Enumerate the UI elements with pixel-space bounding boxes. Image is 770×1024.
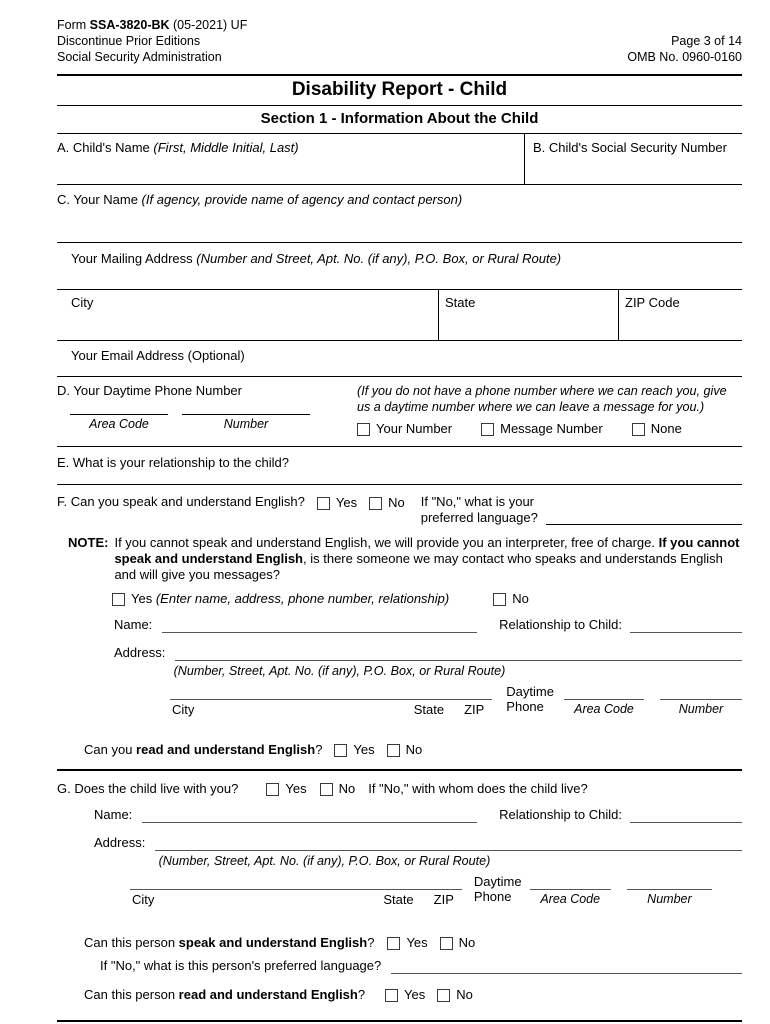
f-read-bold: read and understand English (136, 742, 316, 757)
f-contact-address-row (114, 644, 742, 661)
daytime-phone-options (357, 383, 742, 437)
g-daytime-line1: Daytime (473, 874, 522, 889)
field-zip-code[interactable] (618, 290, 742, 340)
phone-type-options (357, 421, 742, 437)
discontinue-line: Discontinue Prior Editions (57, 34, 201, 48)
g-read-no-checkbox[interactable] (437, 989, 450, 1002)
f-read-yes-option (334, 742, 374, 758)
g-live-with-you-row (57, 781, 742, 797)
g-speak-no-option (440, 935, 476, 951)
form-header-right (627, 17, 742, 65)
f-daytime-phone-label (506, 684, 554, 714)
row-name-ssn (57, 133, 742, 185)
field-f-preferred-language[interactable] (546, 494, 742, 525)
g-read-post: ? (357, 987, 366, 1002)
none-checkbox[interactable] (632, 423, 645, 436)
field-f-contact-address[interactable] (175, 644, 742, 661)
your-number-label: Your Number (376, 421, 453, 436)
field-email[interactable] (57, 341, 742, 377)
f-area-code-label: Area Code (574, 702, 634, 716)
email-label: Your Email Address (Optional) (71, 348, 245, 363)
g-read-pre: Can this person (84, 987, 179, 1002)
f-read-english-row (84, 742, 742, 758)
form-number-line (57, 17, 247, 33)
g-speak-english-row (84, 935, 742, 951)
mailing-address-label: Your Mailing Address (71, 251, 197, 266)
g-live-no-checkbox[interactable] (320, 783, 333, 796)
your-name-hint: (If agency, provide name of agency and contact person) (141, 192, 463, 207)
g-name-label: Name: (94, 807, 133, 822)
section-d (57, 377, 742, 447)
f-state-label: State (413, 702, 445, 717)
f-read-post: ? (315, 742, 323, 757)
f-preferred-language-prompt (421, 494, 538, 526)
message-number-label: Message Number (500, 421, 603, 436)
g-read-yes-checkbox[interactable] (385, 989, 398, 1002)
field-state[interactable] (438, 290, 618, 340)
g-daytime-line2: Phone (473, 889, 512, 904)
none-option (632, 421, 682, 437)
page-number: Page 3 of 14 (671, 34, 742, 48)
g-preferred-language-row (100, 958, 742, 974)
f-speak-yes-label: Yes (335, 495, 358, 510)
g-read-no-label: No (456, 987, 473, 1002)
row-city-state-zip (57, 289, 742, 341)
field-f-contact-number[interactable] (660, 699, 742, 717)
field-childs-ssn[interactable] (524, 134, 742, 184)
message-number-checkbox[interactable] (481, 423, 494, 436)
f-preferred-language-line1: If "No," what is your (420, 494, 535, 509)
f-contact-yes-checkbox[interactable] (112, 593, 125, 606)
city-label: City (71, 295, 94, 310)
f-contact-no-checkbox[interactable] (493, 593, 506, 606)
bottom-divider (57, 1020, 742, 1022)
form-number: SSA-3820-BK (89, 18, 170, 32)
mailing-address-hint: (Number and Street, Apt. No. (if any), P.O. Box, or Rural Route) (196, 251, 562, 266)
area-code-label: Area Code (89, 417, 149, 431)
field-mailing-address[interactable] (57, 243, 742, 289)
f-contact-name-row (114, 616, 742, 633)
field-f-contact-area-code[interactable] (564, 699, 644, 717)
childs-name-label: A. Child's Name (57, 140, 154, 155)
f-speak-no-checkbox[interactable] (369, 497, 382, 510)
state-label: State (445, 295, 476, 310)
spacer (194, 702, 413, 718)
f-read-pre: Can you (84, 742, 137, 757)
field-f-contact-relationship[interactable] (630, 616, 742, 633)
f-contact-yes-hint: (Enter name, address, phone number, relationship) (155, 591, 450, 606)
g-speak-english-question (84, 935, 374, 951)
section-f (57, 485, 742, 771)
g-state-label: State (383, 892, 414, 907)
g-caretaker-address-row (94, 834, 742, 851)
g-live-no-label: No (338, 781, 356, 796)
note-text (114, 535, 742, 583)
g-caretaker-name-row (94, 806, 742, 823)
f-contact-no-label: No (512, 591, 529, 606)
f-read-yes-label: Yes (353, 742, 375, 757)
agency-line: Social Security Administration (57, 50, 222, 64)
g-live-yes-option (266, 781, 306, 797)
field-childs-name[interactable] (57, 134, 524, 184)
zip-code-label: ZIP Code (625, 295, 680, 310)
f-name-label: Name: (114, 617, 153, 632)
g-city-label: City (132, 892, 155, 907)
daytime-phone-block (57, 383, 357, 437)
f-read-english-question (84, 742, 322, 758)
phone-entry-lines (57, 414, 357, 432)
your-name-label: C. Your Name (57, 192, 142, 207)
field-relationship-to-child[interactable] (57, 447, 742, 485)
f-city-label: City (172, 702, 195, 717)
note-text-part2: , is there someone we may contact who speaks and understands English and will give you messages? (114, 551, 723, 582)
g-read-yes-label: Yes (404, 987, 426, 1002)
g-preferred-language-question: If "No," what is this person's preferred language? (100, 958, 382, 973)
note-text-part1: If you cannot speak and understand English, we will provide you an interpreter, free of charge. (114, 535, 659, 550)
spacer (154, 892, 383, 908)
f-read-no-checkbox[interactable] (387, 744, 400, 757)
g-live-no-option (320, 781, 356, 797)
f-speak-english-question-row (57, 494, 742, 526)
field-phone-number[interactable] (182, 414, 310, 432)
g-read-english-row (84, 987, 742, 1003)
relationship-question-label: E. What is your relationship to the child? (57, 455, 289, 470)
f-interpreter-note (68, 535, 742, 583)
g-address-label: Address: (94, 835, 146, 850)
f-address-label: Address: (114, 645, 166, 660)
g-address-hint: (Number, Street, Apt. No. (if any), P.O. Box, or Rural Route) (158, 854, 491, 868)
f-number-label: Number (678, 702, 724, 716)
f-read-yes-checkbox[interactable] (334, 744, 347, 757)
f-relationship-label: Relationship to Child: (499, 617, 622, 632)
f-preferred-language-line2: preferred language? (420, 510, 538, 525)
g-live-yes-checkbox[interactable] (266, 783, 279, 796)
field-your-name[interactable] (57, 185, 742, 243)
g-read-no-option (437, 987, 473, 1003)
section1-heading: Section 1 - Information About the Child (260, 110, 539, 127)
form-title: Disability Report - Child (291, 79, 508, 100)
f-speak-no-label: No (388, 495, 405, 510)
g-read-bold: read and understand English (178, 987, 358, 1002)
message-number-option (481, 421, 603, 437)
g-speak-pre: Can this person (84, 935, 179, 950)
g-caretaker-city-phone-row (130, 874, 712, 919)
field-area-code[interactable] (70, 414, 168, 432)
g-daytime-phone-label (474, 874, 522, 904)
g-speak-no-label: No (458, 935, 476, 950)
field-g-caretaker-city-state-zip[interactable] (130, 889, 462, 908)
phone-note: (If you do not have a phone number where we can reach you, give us a daytime number where we can leave a message for you.) (357, 384, 727, 414)
f-read-no-label: No (405, 742, 423, 757)
g-speak-post: ? (367, 935, 375, 950)
f-read-no-option (387, 742, 423, 758)
g-live-with-you-question: G. Does the child live with you? (57, 781, 239, 796)
f-address-hint: (Number, Street, Apt. No. (if any), P.O. Box, or Rural Route) (173, 664, 506, 678)
field-g-caretaker-address[interactable] (155, 834, 742, 851)
f-speak-yes-option (317, 495, 357, 511)
f-speak-no-option (369, 495, 405, 511)
note-text-bold: If you cannot speak and understand English (114, 535, 740, 566)
f-contact-no-option (493, 591, 529, 607)
field-g-caretaker-area-code[interactable] (530, 889, 611, 907)
g-with-whom-question: If "No," with whom does the child live? (368, 781, 588, 796)
g-speak-bold: speak and understand English (178, 935, 368, 950)
f-speak-english-question: F. Can you speak and understand English? (57, 494, 305, 509)
g-read-yes-option (385, 987, 425, 1003)
form-prefix: Form (57, 18, 90, 32)
omb-number: OMB No. 0960-0160 (627, 50, 742, 64)
f-speak-yes-checkbox[interactable] (317, 497, 330, 510)
note-label: NOTE: (68, 535, 109, 550)
your-number-checkbox[interactable] (357, 423, 370, 436)
f-contact-yes-label: Yes (131, 591, 153, 606)
g-area-code-label: Area Code (540, 892, 601, 906)
g-read-english-question (84, 987, 365, 1003)
none-label: None (650, 421, 682, 436)
g-speak-yes-label: Yes (406, 935, 428, 950)
phone-number-label: Number (223, 417, 269, 431)
g-relationship-label: Relationship to Child: (499, 807, 622, 822)
g-number-label: Number (647, 892, 692, 906)
field-city[interactable] (57, 290, 438, 340)
childs-ssn-label: B. Child's Social Security Number (533, 140, 727, 155)
g-speak-yes-checkbox[interactable] (387, 937, 400, 950)
f-contact-yes-option (112, 591, 449, 607)
field-g-caretaker-number[interactable] (627, 889, 712, 907)
form-header-left (57, 17, 247, 65)
f-daytime-line2: Phone (506, 699, 544, 714)
f-contact-yesno-row (112, 591, 742, 607)
f-daytime-line1: Daytime (506, 684, 554, 699)
f-contact-city-phone-row (170, 684, 742, 729)
g-live-yes-label: Yes (285, 781, 307, 796)
g-speak-no-checkbox[interactable] (440, 937, 453, 950)
your-number-option (357, 421, 452, 437)
field-g-caretaker-name[interactable] (142, 806, 477, 823)
f-zip-label: ZIP (464, 702, 485, 717)
section-g (57, 771, 742, 1003)
form-suffix: (05-2021) UF (169, 18, 248, 32)
field-g-caretaker-relationship[interactable] (630, 806, 742, 823)
field-f-contact-name[interactable] (162, 616, 477, 633)
daytime-phone-label: D. Your Daytime Phone Number (57, 383, 242, 398)
g-speak-yes-option (387, 935, 427, 951)
field-g-preferred-language[interactable] (391, 959, 742, 974)
form-header (57, 17, 742, 74)
field-f-contact-city-state-zip[interactable] (170, 699, 492, 718)
g-zip-label: ZIP (433, 892, 454, 907)
childs-name-hint: (First, Middle Initial, Last) (153, 140, 299, 155)
